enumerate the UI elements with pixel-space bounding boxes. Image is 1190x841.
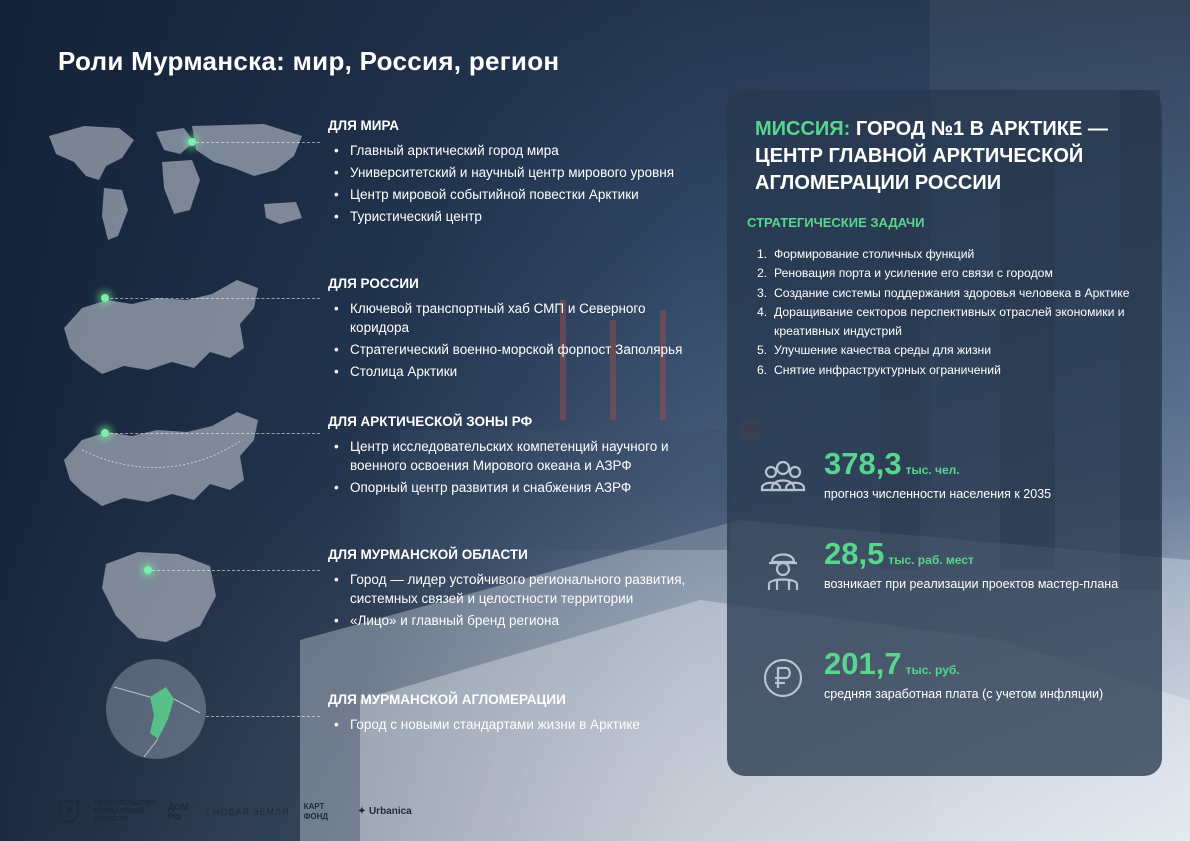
- section-heading: ДЛЯ РОССИИ: [328, 276, 419, 291]
- section-heading: ДЛЯ АРКТИЧЕСКОЙ ЗОНЫ РФ: [328, 414, 533, 429]
- section-heading: ДЛЯ МИРА: [328, 118, 400, 133]
- section-world: [328, 118, 708, 229]
- novaya-zemlya-logo: / НОВАЯ ЗЕМЛЯ: [206, 807, 290, 817]
- world-map: [44, 118, 314, 246]
- mission-panel: [727, 90, 1162, 776]
- agglomeration-map: [104, 657, 209, 762]
- connector-agglomeration: [206, 716, 320, 717]
- connector-region: [152, 570, 320, 571]
- stat-unit: тыс. раб. мест: [888, 553, 974, 567]
- list-item: • Центр исследовательских компетенций научного и военного освоения Мирового океана и АЗРФ: [328, 437, 708, 475]
- stat-unit: тыс. руб.: [905, 663, 960, 677]
- mission-label: МИССИЯ:: [755, 118, 851, 140]
- stat-description: средняя заработная плата (с учетом инфляции): [824, 687, 1104, 701]
- arctic-zone-map: [62, 410, 262, 520]
- gov-logo-text: ПРАВИТЕЛЬСТВО МУРМАНСКОЙ ОБЛАСТИ: [94, 800, 157, 823]
- section-heading: ДЛЯ МУРМАНСКОЙ ОБЛАСТИ: [328, 547, 528, 562]
- list-item: 1. Формирование столичных функций: [757, 247, 975, 261]
- stat-description: возникает при реализации проектов мастер-плана: [824, 577, 1119, 591]
- murmansk-region-map: [98, 544, 223, 649]
- ruble-icon: [757, 652, 809, 704]
- list-item: • Столица Арктики: [328, 362, 708, 381]
- urbanica-icon: ✦: [357, 806, 366, 817]
- murmansk-marker-world: [188, 138, 196, 146]
- stat-value: 378,3 тыс. чел.: [824, 446, 960, 481]
- murmansk-marker-arctic: [101, 429, 109, 437]
- tasks-heading: СТРАТЕГИЧЕСКИЕ ЗАДАЧИ: [747, 215, 925, 230]
- list-item: • Стратегический военно-морской форпост Заполярья: [328, 340, 708, 359]
- section-agglomeration: [328, 692, 708, 737]
- list-item: 4. Доращивание секторов перспективных отраслей экономики и креативных индустрий: [757, 304, 1125, 339]
- list-item: • Туристический центр: [328, 207, 708, 226]
- list-item: • Университетский и научный центр мирового уровня: [328, 163, 708, 182]
- people-group-icon: [757, 452, 809, 504]
- kartfond-logo: КАРТ ФОНД: [303, 802, 329, 821]
- list-item: • «Лицо» и главный бренд региона: [328, 611, 708, 630]
- stat-description: прогноз численности населения к 2035: [824, 487, 1052, 501]
- tasks-list: [757, 245, 1137, 380]
- list-item: • Центр мировой событийной повестки Арктики: [328, 185, 708, 204]
- connector-russia: [110, 298, 320, 299]
- stat-unit: тыс. чел.: [905, 463, 960, 477]
- russia-map: [62, 278, 262, 388]
- list-item: • Опорный центр развития и снабжения АЗРФ: [328, 478, 708, 497]
- section-heading: ДЛЯ МУРМАНСКОЙ АГЛОМЕРАЦИИ: [328, 692, 566, 707]
- list-item: • Город с новыми стандартами жизни в Арктике: [328, 715, 708, 734]
- section-arctic-zone: [328, 414, 708, 500]
- list-item: 6. Снятие инфраструктурных ограничений: [757, 362, 1001, 377]
- stat-value: 28,5 тыс. раб. мест: [824, 536, 974, 571]
- mission-text: ГОРОД №1 В АРКТИКЕ — ЦЕНТР ГЛАВНОЙ АРКТИЧЕСКОЙ АГЛОМЕРАЦИИ РОССИИ: [755, 118, 1108, 194]
- connector-world: [196, 142, 320, 143]
- connector-arctic: [110, 433, 320, 434]
- mission-title: [755, 116, 1145, 197]
- footer-logos: [58, 796, 412, 828]
- urbanica-logo: ✦ Urbanica: [357, 806, 412, 817]
- worker-helmet-icon: [757, 542, 809, 594]
- list-item: • Главный арктический город мира: [328, 141, 708, 160]
- page-title: Роли Мурманска: мир, Россия, регион: [58, 46, 560, 76]
- list-item: • Ключевой транспортный хаб СМП и Северного коридора: [328, 299, 708, 337]
- list-item: • Город — лидер устойчивого регионального развития, системных связей и целостности территории: [328, 570, 708, 608]
- list-item: 3. Создание системы поддержания здоровья человека в Арктике: [757, 285, 1130, 300]
- section-russia: [328, 276, 708, 384]
- section-murmansk-region: [328, 547, 708, 633]
- stat-value: 201,7 тыс. руб.: [824, 646, 960, 681]
- list-item: 5. Улучшение качества среды для жизни: [757, 343, 992, 358]
- murmansk-marker-russia: [101, 294, 109, 302]
- murmansk-marker-region: [144, 566, 152, 574]
- coat-of-arms-icon: [58, 799, 80, 825]
- list-item: 2. Реновация порта и усиление его связи с городом: [757, 266, 1053, 281]
- domrf-logo: ДОМ РФ: [168, 802, 189, 822]
